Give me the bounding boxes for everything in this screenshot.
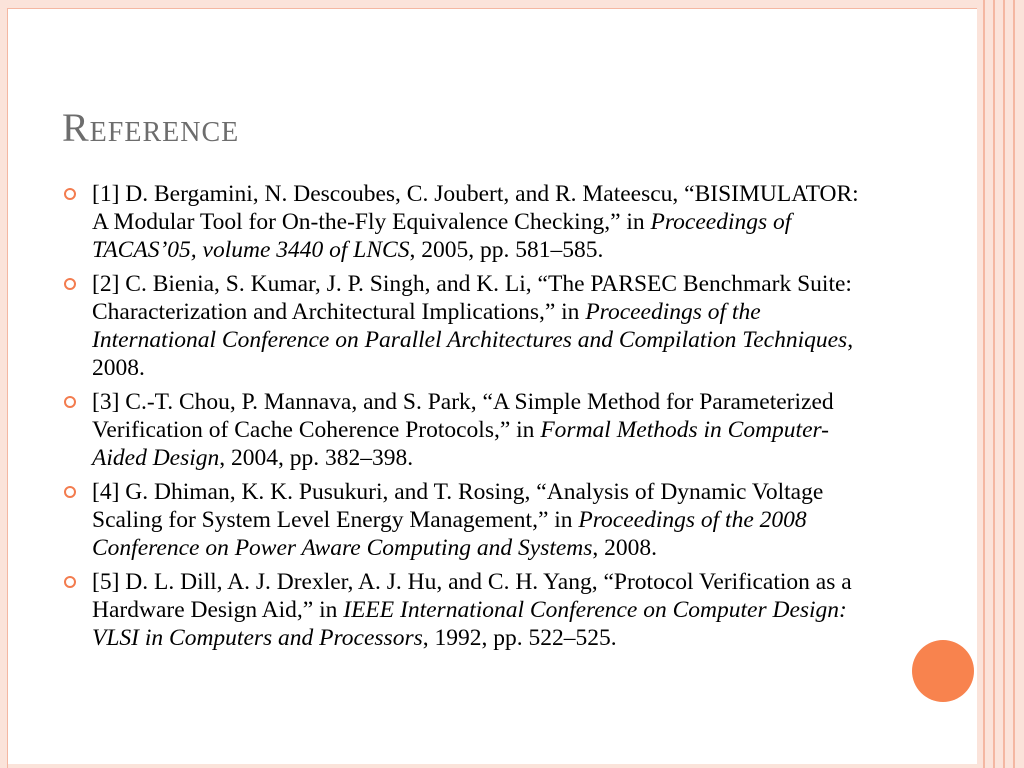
reference-item xyxy=(62,568,872,652)
slide-frame-left xyxy=(0,0,7,768)
reference-venue: Proceedings of the 2008 Conference on Power Aware Computing and Systems xyxy=(92,507,807,561)
slide-frame-bottom xyxy=(0,764,1024,768)
bullet-circle-icon xyxy=(64,576,76,588)
stripe xyxy=(1005,0,1013,768)
reference-details: , 2008. xyxy=(92,327,854,381)
bullet-circle-icon xyxy=(64,278,76,290)
stripe xyxy=(1015,0,1024,768)
reference-list xyxy=(62,180,872,658)
reference-item xyxy=(62,270,872,382)
slide-title: Reference xyxy=(62,105,240,150)
bullet-circle-icon xyxy=(64,188,76,200)
reference-text: [1] D. Bergamini, N. Descoubes, C. Joubert, and R. Mateescu, “BISIMULATOR: A Modular Tool for On-the-Fly Equivalence Checking,” in xyxy=(92,181,859,235)
bullet-circle-icon xyxy=(64,396,76,408)
decorative-circle-icon xyxy=(912,640,974,702)
reference-item xyxy=(62,388,872,472)
reference-text: [3] C.-T. Chou, P. Mannava, and S. Park, “A Simple Method for Parameterized Verification of Cache Coherence Protocols,” in xyxy=(92,389,834,443)
stripe xyxy=(985,0,993,768)
bullet-circle-icon xyxy=(64,486,76,498)
reference-item xyxy=(62,180,872,264)
slide-frame-top xyxy=(0,0,1024,8)
reference-venue: Formal Methods in Computer-Aided Design xyxy=(92,417,830,471)
reference-text: [2] C. Bienia, S. Kumar, J. P. Singh, and K. Li, “The PARSEC Benchmark Suite: Characterization and Architectural Implications,” in xyxy=(92,271,852,325)
reference-details: , 2005, pp. 581–585. xyxy=(409,237,604,263)
reference-details: , 1992, pp. 522–525. xyxy=(422,625,617,651)
slide-inner-border-left xyxy=(7,8,8,768)
stripe xyxy=(995,0,1003,768)
slide-inner-border-top xyxy=(7,8,977,9)
reference-text: [4] G. Dhiman, K. K. Pusukuri, and T. Rosing, “Analysis of Dynamic Voltage Scaling for System Level Energy Management,” in xyxy=(92,479,824,533)
reference-item xyxy=(62,478,872,562)
reference-text: [5] D. L. Dill, A. J. Drexler, A. J. Hu, and C. H. Yang, “Protocol Verification as a Hardware Design Aid,” in xyxy=(92,569,852,623)
reference-details: , 2004, pp. 382–398. xyxy=(219,445,414,471)
reference-venue: Proceedings of the International Conference on Parallel Architectures and Compilation Techniques xyxy=(92,299,848,353)
reference-details: , 2008. xyxy=(592,535,658,561)
reference-venue: Proceedings of TACAS’05, volume 3440 of LNCS xyxy=(92,209,792,263)
reference-venue: IEEE International Conference on Computer Design: VLSI in Computers and Processors xyxy=(92,597,847,651)
